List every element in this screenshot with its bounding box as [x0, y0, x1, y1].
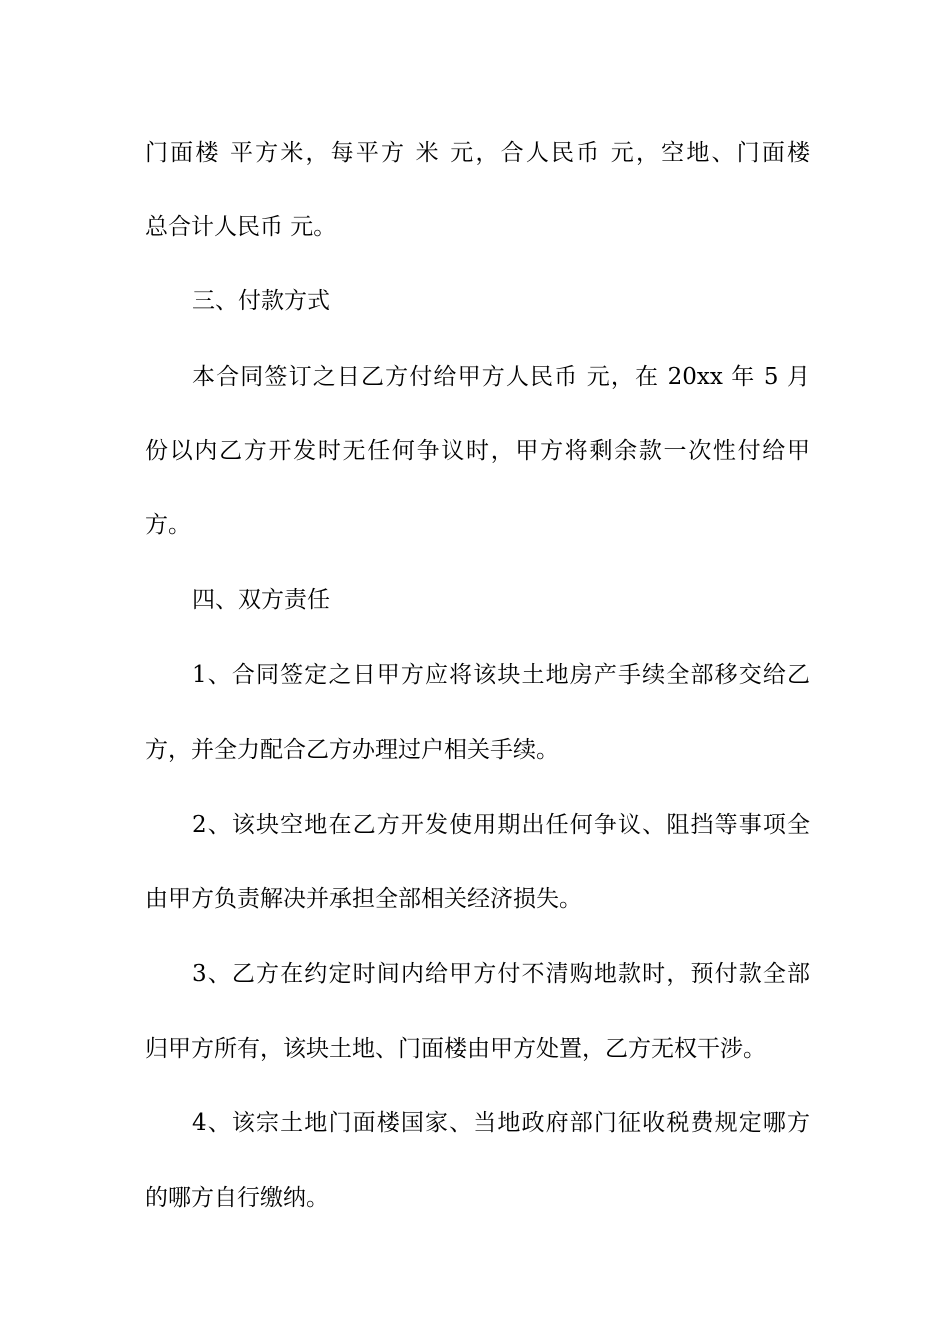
paragraph-line: 本合同签订之日乙方付给甲方人民币 元，在 20xx 年 5 月 — [192, 364, 810, 390]
paragraph-line: 4、该宗土地门面楼国家、当地政府部门征收税费规定哪方 — [192, 1110, 810, 1136]
paragraph-line: 3、乙方在约定时间内给甲方付不清购地款时，预付款全部 — [192, 961, 810, 987]
paragraph-line: 由甲方负责解决并承担全部相关经济损失。 — [145, 886, 582, 912]
paragraph-line: 份以内乙方开发时无任何争议时，甲方将剩余款一次性付给甲 — [145, 438, 810, 464]
paragraph-line: 门面楼 平方米，每平方 米 元，合人民币 元，空地、门面楼 — [145, 140, 810, 166]
paragraph-line: 方，并全力配合乙方办理过户相关手续。 — [145, 737, 559, 763]
paragraph-line: 归甲方所有，该块土地、门面楼由甲方处置，乙方无权干涉。 — [145, 1036, 766, 1062]
paragraph-line: 方。 — [145, 512, 191, 538]
paragraph-line: 的哪方自行缴纳。 — [145, 1185, 329, 1211]
section-heading: 四、双方责任 — [192, 587, 330, 613]
paragraph-line: 2、该块空地在乙方开发使用期出任何争议、阻挡等事项全 — [192, 812, 810, 838]
paragraph-line: 总合计人民币 元。 — [145, 214, 337, 240]
section-heading: 三、付款方式 — [192, 288, 330, 314]
paragraph-line: 1、合同签定之日甲方应将该块土地房产手续全部移交给乙 — [192, 662, 810, 688]
